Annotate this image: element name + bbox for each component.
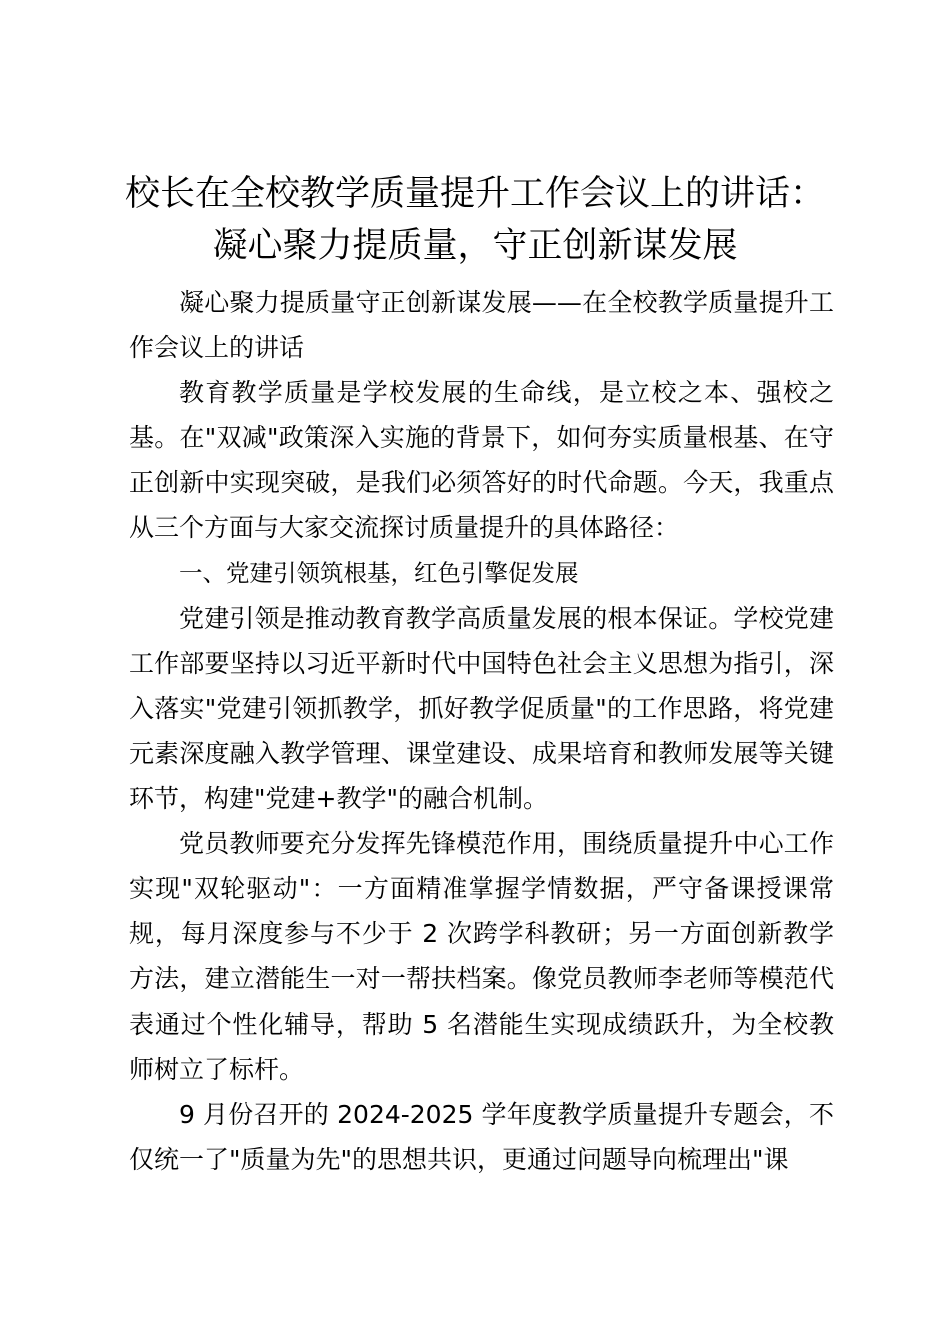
body-paragraph: 党建引领是推动教育教学高质量发展的根本保证。学校党建工作部要坚持以习近平新时代中国特色社会主义思想为指引，深入落实"党建引领抓教学，抓好教学促质量"的工作思路，将党建元素深度融入教学管理、课堂建设、成果培育和教师发展等关键环节，构建"党建+教学"的融合机制。 [129,603,834,814]
intro-paragraph: 教育教学质量是学校发展的生命线，是立校之本、强校之基。在"双减"政策深入实施的背景下，如何夯实质量根基、在守正创新中实现突破，是我们必须答好的时代命题。今天，我重点从三个方面与大家交流探讨质量提升的具体路径： [129,378,834,543]
section-heading: 一、党建引领筑根基，红色引擎促发展 [179,558,579,587]
body-paragraph: 党员教师要充分发挥先锋模范作用，围绕质量提升中心工作实现"双轮驱动"：一方面精准掌握学情数据，严守备课授课常规，每月深度参与不少于 2 次跨学科教研；另一方面创新教学方法，建立潜能生一对一帮扶档案。像党员教师李老师等模范代表通过个性化辅导，帮助 5 名潜能生实现成绩跃升，为全校教师树立了标杆。 [129,829,834,1084]
document-title-line-2: 凝心聚力提质量，守正创新谋发展 [212,226,738,266]
body-paragraph: 9 月份召开的 2024-2025 学年度教学质量提升专题会，不仅统一了"质量为先"的思想共识，更通过问题导向梳理出"课 [129,1099,834,1174]
subtitle-paragraph: 凝心聚力提质量守正创新谋发展——在全校教学质量提升工作会议上的讲话 [129,288,834,363]
document-title-line-1: 校长在全校教学质量提升工作会议上的讲话： [124,174,825,214]
document-body [129,280,834,1182]
